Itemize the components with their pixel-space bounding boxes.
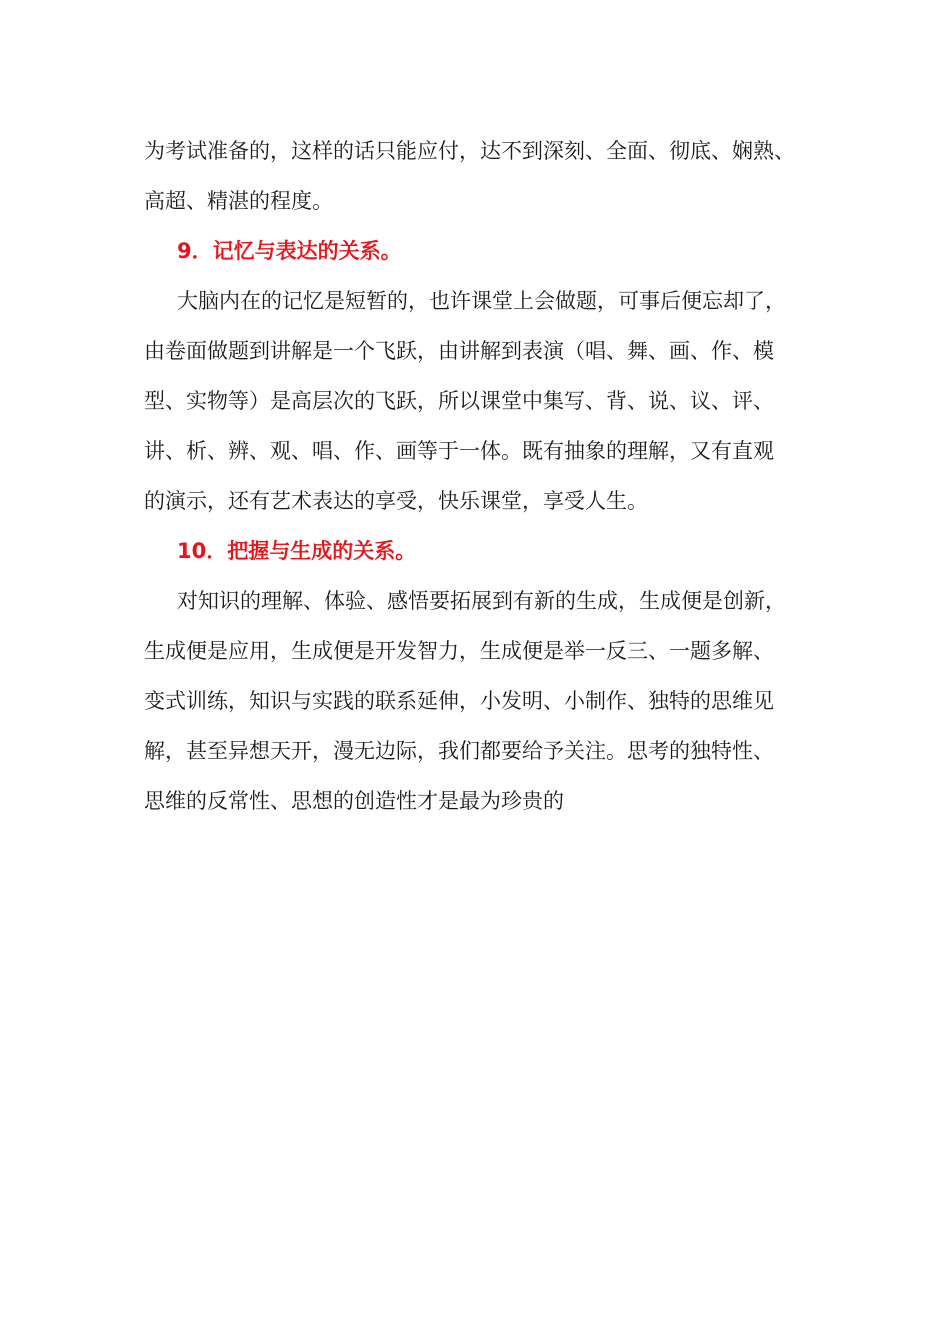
body-line: 变式训练，知识与实践的联系延伸，小发明、小制作、独特的思维见	[144, 689, 774, 713]
body-line: 由卷面做题到讲解是一个飞跃，由讲解到表演（唱、舞、画、作、模	[144, 339, 774, 363]
body-line: 型、实物等）是高层次的飞跃，所以课堂中集写、背、说、议、评、	[144, 389, 774, 413]
paragraph-first-line: 大脑内在的记忆是短暂的，也许课堂上会做题，可事后便忘却了，	[177, 289, 786, 313]
section-heading-9: 9．记忆与表达的关系。	[177, 239, 402, 263]
body-line: 生成便是应用，生成便是开发智力，生成便是举一反三、一题多解、	[144, 639, 774, 663]
body-line: 思维的反常性、思想的创造性才是最为珍贵的	[144, 789, 564, 813]
body-line: 的演示，还有艺术表达的享受，快乐课堂，享受人生。	[144, 489, 648, 513]
body-line: 为考试准备的，这样的话只能应付，达不到深刻、全面、彻底、娴熟、	[144, 139, 795, 163]
document-content	[144, 126, 808, 826]
body-line: 解，甚至异想天开，漫无边际，我们都要给予关注。思考的独特性、	[144, 739, 774, 763]
body-line: 讲、析、辨、观、唱、作、画等于一体。既有抽象的理解，又有直观	[144, 439, 774, 463]
section-heading-10: 10．把握与生成的关系。	[177, 539, 417, 563]
body-line: 高超、精湛的程度。	[144, 189, 333, 213]
paragraph-first-line: 对知识的理解、体验、感悟要拓展到有新的生成，生成便是创新，	[177, 589, 786, 613]
